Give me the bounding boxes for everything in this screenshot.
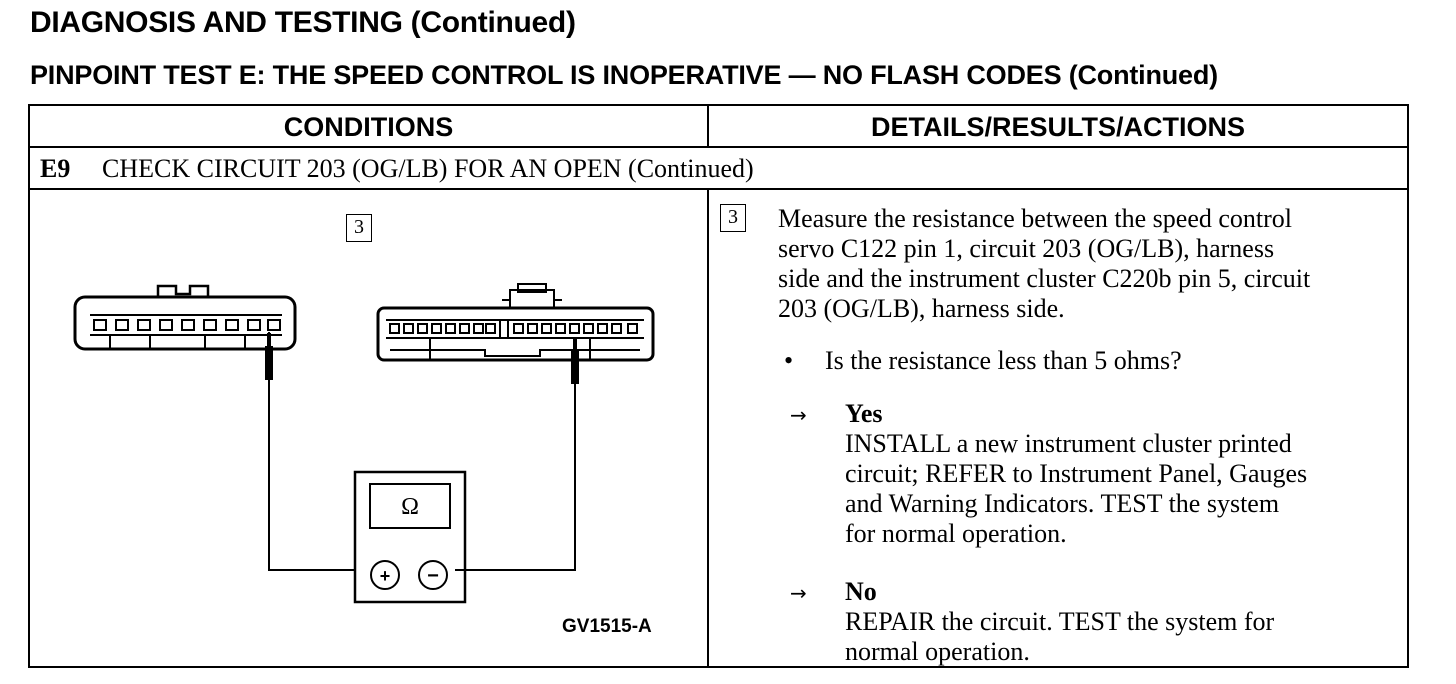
step-id: E9: [40, 154, 71, 183]
figure-step-number: 3: [346, 214, 372, 242]
positive-terminal: +: [379, 566, 391, 586]
instruction-line: servo C122 pin 1, circuit 203 (OG/LB), harness: [778, 234, 1275, 263]
probe-tip-positive: [265, 346, 273, 380]
header-divider: [30, 146, 1407, 148]
pinpoint-test-table: [28, 104, 1409, 668]
cluster-connector-c220b: [378, 284, 653, 360]
figure-code: GV1515-A: [562, 616, 652, 637]
column-divider: [707, 188, 709, 668]
conditions-header: CONDITIONS: [283, 112, 454, 142]
cluster-connector-pins-right: [514, 324, 637, 333]
details-step-number: 3: [720, 204, 746, 232]
servo-pin-1: [267, 333, 271, 347]
yes-action-line: INSTALL a new instrument cluster printed: [845, 429, 1292, 458]
no-arrow: →: [790, 581, 807, 605]
probe-leads: [269, 332, 575, 570]
cluster-pin-5: [573, 337, 577, 351]
yes-label: Yes: [845, 399, 883, 428]
resistance-question: Is the resistance less than 5 ohms?: [825, 346, 1182, 375]
step-row: [40, 152, 754, 186]
instruction-line: Measure the resistance between the speed control: [778, 204, 1293, 233]
cluster-connector-pins-left: [390, 324, 495, 333]
servo-connector-c122: [75, 286, 295, 349]
instruction-line: side and the instrument cluster C220b pin 5, circuit: [778, 264, 1311, 293]
servo-connector-pins: [94, 320, 280, 330]
yes-action-line: and Warning Indicators. TEST the system: [845, 489, 1280, 518]
ohmmeter: [355, 472, 465, 602]
no-action-line: REPAIR the circuit. TEST the system for: [845, 607, 1275, 636]
no-action-line: normal operation.: [845, 637, 1030, 666]
yes-result: [845, 399, 1307, 549]
question-bullet: •: [784, 346, 794, 375]
connector-diagram: [30, 190, 706, 668]
details-header: DETAILS/RESULTS/ACTIONS: [870, 112, 1245, 142]
no-label: No: [845, 577, 877, 606]
step-title: CHECK CIRCUIT 203 (OG/LB) FOR AN OPEN (Continued): [102, 154, 754, 183]
ohm-symbol: Ω: [401, 494, 419, 520]
measure-instruction: [778, 204, 1310, 324]
pinpoint-test-title: PINPOINT TEST E: THE SPEED CONTROL IS INOPERATIVE — NO FLASH CODES (Continued): [30, 60, 1218, 90]
no-result: [845, 577, 1274, 667]
yes-arrow: →: [790, 403, 807, 427]
yes-action-line: circuit; REFER to Instrument Panel, Gauges: [845, 459, 1308, 488]
page-title: DIAGNOSIS AND TESTING (Continued): [30, 6, 576, 39]
instruction-line: 203 (OG/LB), harness side.: [778, 294, 1065, 323]
negative-terminal: −: [427, 565, 439, 587]
yes-action-line: for normal operation.: [845, 519, 1067, 548]
probe-tip-negative: [571, 350, 579, 384]
